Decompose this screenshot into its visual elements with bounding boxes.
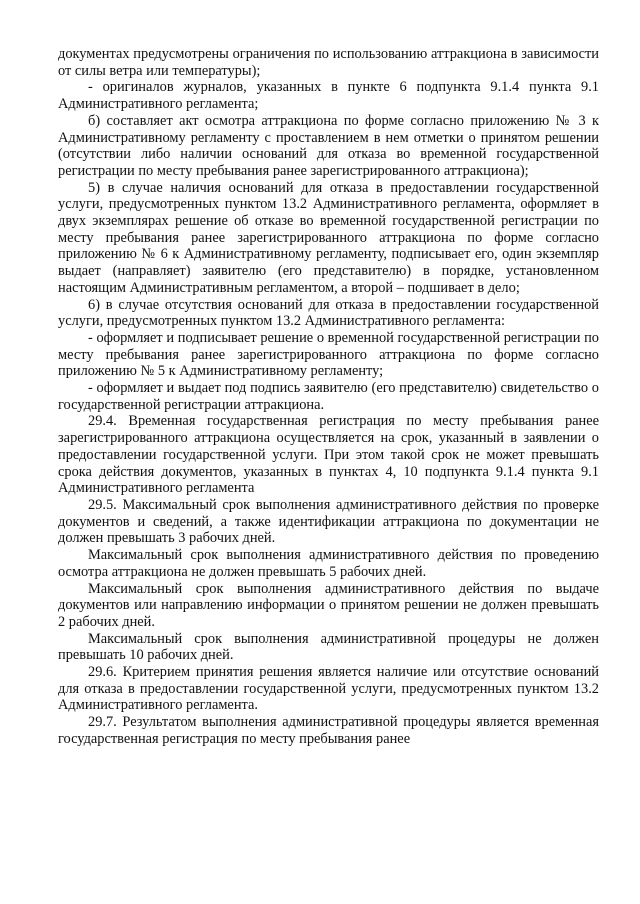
paragraph: 6) в случае отсутствия оснований для отказа в предоставлении государственной услуги, предусмотренных пунктом 13.2 Административного регламента: bbox=[58, 296, 599, 330]
paragraph: б) составляет акт осмотра аттракциона по форме согласно приложению № 3 к Административному регламенту с проставлением в нем отметки о принятом решении (отсутствии либо наличии оснований для отказа во временной государственной регистрации по месту пребывания ранее зарегистрированного аттракциона); bbox=[58, 112, 599, 179]
paragraph: - оформляет и выдает под подпись заявителю (его представителю) свидетельство о государственной регистрации аттракциона. bbox=[58, 380, 599, 413]
document-body bbox=[58, 46, 599, 748]
paragraph: 29.7. Результатом выполнения административной процедуры является временная государственная регистрация по месту пребывания ранее bbox=[58, 714, 599, 747]
paragraph: - оригиналов журналов, указанных в пункте 6 подпункта 9.1.4 пункта 9.1 Административного регламента; bbox=[58, 79, 599, 113]
paragraph: 29.5. Максимальный срок выполнения административного действия по проверке документов и сведений, а также идентификации аттракциона по документации не должен превышать 3 рабочих дней. bbox=[58, 496, 599, 547]
paragraph: 29.4. Временная государственная регистрация по месту пребывания ранее зарегистрированного аттракциона осуществляется на срок, указанный в заявлении о предоставлении государственной услуги. При этом такой срок не может превышать срока действия документов, указанных в пунктах 4, 10 подпункта 9.1.4 пункта 9.1 Административного регламента bbox=[58, 413, 599, 497]
paragraph: 5) в случае наличия оснований для отказа в предоставлении государственной услуги, предусмотренных пунктом 13.2 Административного регламента, оформляет в двух экземплярах решение об отказе во временной государственной регистрации по месту пребывания ранее зарегистрированного аттракциона по форме согласно приложению № 6 к Административному регламенту, подписывает его, один экземпляр выдает (направляет) заявителю (его представителю) в порядке, установленном настоящим Административным регламентом, а второй – подшивает в дело; bbox=[58, 179, 599, 296]
paragraph: - оформляет и подписывает решение о временной государственной регистрации по месту пребывания ранее зарегистрированного аттракциона по форме согласно приложению № 5 к Административному регламенту; bbox=[58, 329, 599, 380]
paragraph: Максимальный срок выполнения административного действия по выдаче документов или направлению информации о принятом решении не должен превышать 2 рабочих дней. bbox=[58, 580, 599, 630]
paragraph: Максимальный срок выполнения административной процедуры не должен превышать 10 рабочих дней. bbox=[58, 630, 599, 664]
paragraph: 29.6. Критерием принятия решения является наличие или отсутствие оснований для отказа в предоставлении государственной услуги, предусмотренных пунктом 13.2 Административного регламента. bbox=[58, 664, 599, 714]
paragraph: Максимальный срок выполнения административного действия по проведению осмотра аттракциона не должен превышать 5 рабочих дней. bbox=[58, 547, 599, 580]
paragraph: документах предусмотрены ограничения по использованию аттракциона в зависимости от силы ветра или температуры); bbox=[58, 46, 599, 79]
